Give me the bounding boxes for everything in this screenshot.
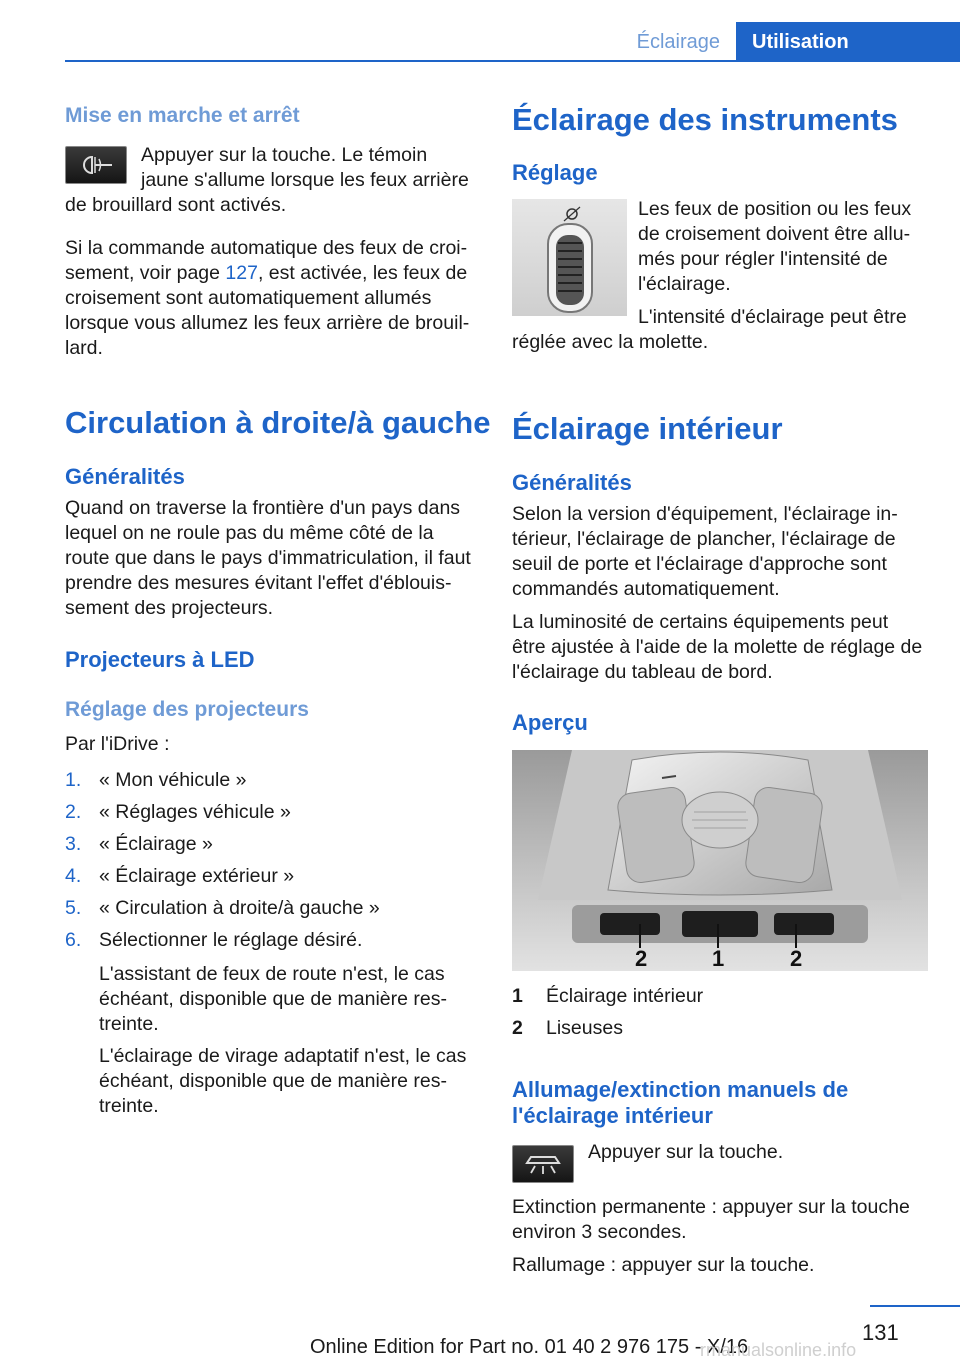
dimmer-wheel-image — [512, 199, 627, 316]
note-text-line: échéant, disponible que de manière res‐ — [99, 1070, 447, 1092]
list-number: 6. — [65, 929, 82, 951]
reglage-text-line: de croisement doivent être allu‐ — [638, 223, 911, 245]
heading-eclairage-interieur: Éclairage intérieur — [512, 411, 783, 446]
interieur-text-line: Selon la version d'équipement, l'éclairage in‐ — [512, 503, 898, 525]
list-number: 4. — [65, 865, 82, 887]
interieur-text-line: térieur, l'éclairage de plancher, l'éclairage de — [512, 528, 896, 550]
overhead-console-illustration — [512, 750, 928, 971]
generalites-text-line: Quand on traverse la frontière d'un pays dans — [65, 497, 461, 519]
reglage-text-line: l'éclairage. — [638, 273, 731, 295]
mise-text-line — [65, 261, 467, 286]
extinction-text-line: environ 3 secondes. — [512, 1221, 687, 1243]
heading-allumage: Allumage/extinction manuels de — [512, 1077, 849, 1102]
interieur-text-line: La luminosité de certains équipements peut — [512, 611, 889, 633]
footer-rule — [870, 1305, 960, 1307]
interieur-text-line: être ajustée à l'aide de la molette de réglage de — [512, 636, 923, 658]
list-text: « Réglages véhicule » — [99, 801, 291, 823]
generalites-text-line: sement des projecteurs. — [65, 597, 274, 619]
list-item — [65, 928, 483, 953]
figure-callout-label: 2 — [790, 946, 803, 971]
list-text: « Mon véhicule » — [99, 769, 247, 791]
note-text-line: L'assistant de feux de route n'est, le cas — [99, 963, 445, 985]
dimmer-wheel-icon — [512, 199, 627, 316]
list-number: 1. — [65, 769, 82, 791]
rear-fog-light-icon — [76, 153, 116, 177]
page-header — [0, 0, 960, 62]
list-item — [65, 800, 483, 825]
heading-allumage: l'éclairage intérieur — [512, 1103, 713, 1128]
list-number: 3. — [65, 833, 82, 855]
header-section-title: Éclairage — [636, 31, 720, 53]
list-number: 2. — [65, 801, 82, 823]
watermark: rmanualsonline.info — [700, 1340, 857, 1360]
heading-generalites: Généralités — [65, 464, 185, 489]
mise-text-line: jaune s'allume lorsque les feux arrière — [141, 169, 469, 191]
interieur-text-line: l'éclairage du tableau de bord. — [512, 661, 773, 683]
heading-eclairage-instruments: Éclairage des instruments — [512, 102, 898, 137]
mise-text-part: , est activée, les feux de — [257, 262, 468, 284]
reglage-text-line: més pour régler l'intensité de — [638, 248, 888, 270]
generalites-text-line: lequel on ne roule pas du même côté de la — [65, 522, 434, 544]
list-item — [65, 768, 483, 793]
footer-edition: Online Edition for Part no. 01 40 2 976 175 - X/16 — [310, 1336, 749, 1358]
page-number: 131 — [862, 1320, 899, 1345]
header-rule — [65, 60, 960, 62]
mise-text-line: croisement sont automatiquement allumés — [65, 287, 432, 309]
heading-mise-en-marche: Mise en marche et arrêt — [65, 104, 300, 127]
mise-text-line: Si la commande automatique des feux de croi‐ — [65, 237, 468, 259]
heading-reglage: Réglage — [512, 160, 598, 185]
mise-text-part: sement, voir page — [65, 262, 226, 284]
mise-text-line: lard. — [65, 337, 103, 359]
touch-text: Appuyer sur la touche. — [588, 1141, 784, 1163]
note-text-line: treinte. — [99, 1095, 159, 1117]
heading-generalites: Généralités — [512, 470, 632, 495]
legend-text: Éclairage intérieur — [546, 985, 704, 1007]
list-item — [65, 896, 483, 921]
interieur-text-line: seuil de porte et l'éclairage d'approche sont — [512, 553, 887, 575]
note-text-line: échéant, disponible que de manière res‐ — [99, 988, 447, 1010]
note-text-line: treinte. — [99, 1013, 159, 1035]
mise-text-line: lorsque vous allumez les feux arrière de brouil‐ — [65, 312, 470, 334]
page-link-127[interactable]: 127 — [225, 262, 258, 284]
rallumage-text: Rallumage : appuyer sur la touche. — [512, 1254, 815, 1276]
legend-number: 1 — [512, 985, 523, 1007]
list-text: « Circulation à droite/à gauche » — [99, 897, 380, 919]
interior-light-button-icon — [512, 1145, 574, 1183]
par-idrive-text: Par l'iDrive : — [65, 733, 170, 755]
mise-text-line: de brouillard sont activés. — [65, 194, 287, 216]
extinction-text-line: Extinction permanente : appuyer sur la touche — [512, 1196, 910, 1218]
reglage-text-line: réglée avec la molette. — [512, 331, 709, 353]
header-chapter-tab: Utilisation — [736, 22, 960, 62]
list-text: « Éclairage extérieur » — [99, 865, 295, 887]
legend-number: 2 — [512, 1017, 523, 1039]
reglage-text-line: L'intensité d'éclairage peut être — [638, 306, 907, 328]
note-text-line: L'éclairage de virage adaptatif n'est, le cas — [99, 1045, 467, 1067]
generalites-text-line: prendre des mesures évitant l'effet d'éblouis‐ — [65, 572, 452, 594]
generalites-text-line: route que dans le pays d'immatriculation, il faut — [65, 547, 471, 569]
heading-reglage-projecteurs: Réglage des projecteurs — [65, 698, 309, 721]
heading-circulation: Circulation à droite/à gauche — [65, 405, 491, 440]
reglage-text-line: Les feux de position ou les feux — [638, 198, 912, 220]
list-text: « Éclairage » — [99, 833, 213, 855]
list-item — [65, 864, 483, 889]
figure-callout-label: 2 — [635, 946, 648, 971]
list-number: 5. — [65, 897, 82, 919]
interieur-text-line: commandés automatiquement. — [512, 578, 780, 600]
mise-text-line: Appuyer sur la touche. Le témoin — [141, 144, 428, 166]
list-item — [65, 832, 483, 857]
legend-text: Liseuses — [546, 1017, 623, 1039]
overhead-console-figure — [512, 750, 928, 971]
list-text: Sélectionner le réglage désiré. — [99, 929, 363, 951]
figure-callout-label: 1 — [712, 946, 725, 971]
heading-apercu: Aperçu — [512, 710, 588, 735]
interior-light-icon — [521, 1151, 565, 1177]
rear-fog-light-button-icon — [65, 146, 127, 184]
heading-projecteurs-led: Projecteurs à LED — [65, 647, 255, 672]
